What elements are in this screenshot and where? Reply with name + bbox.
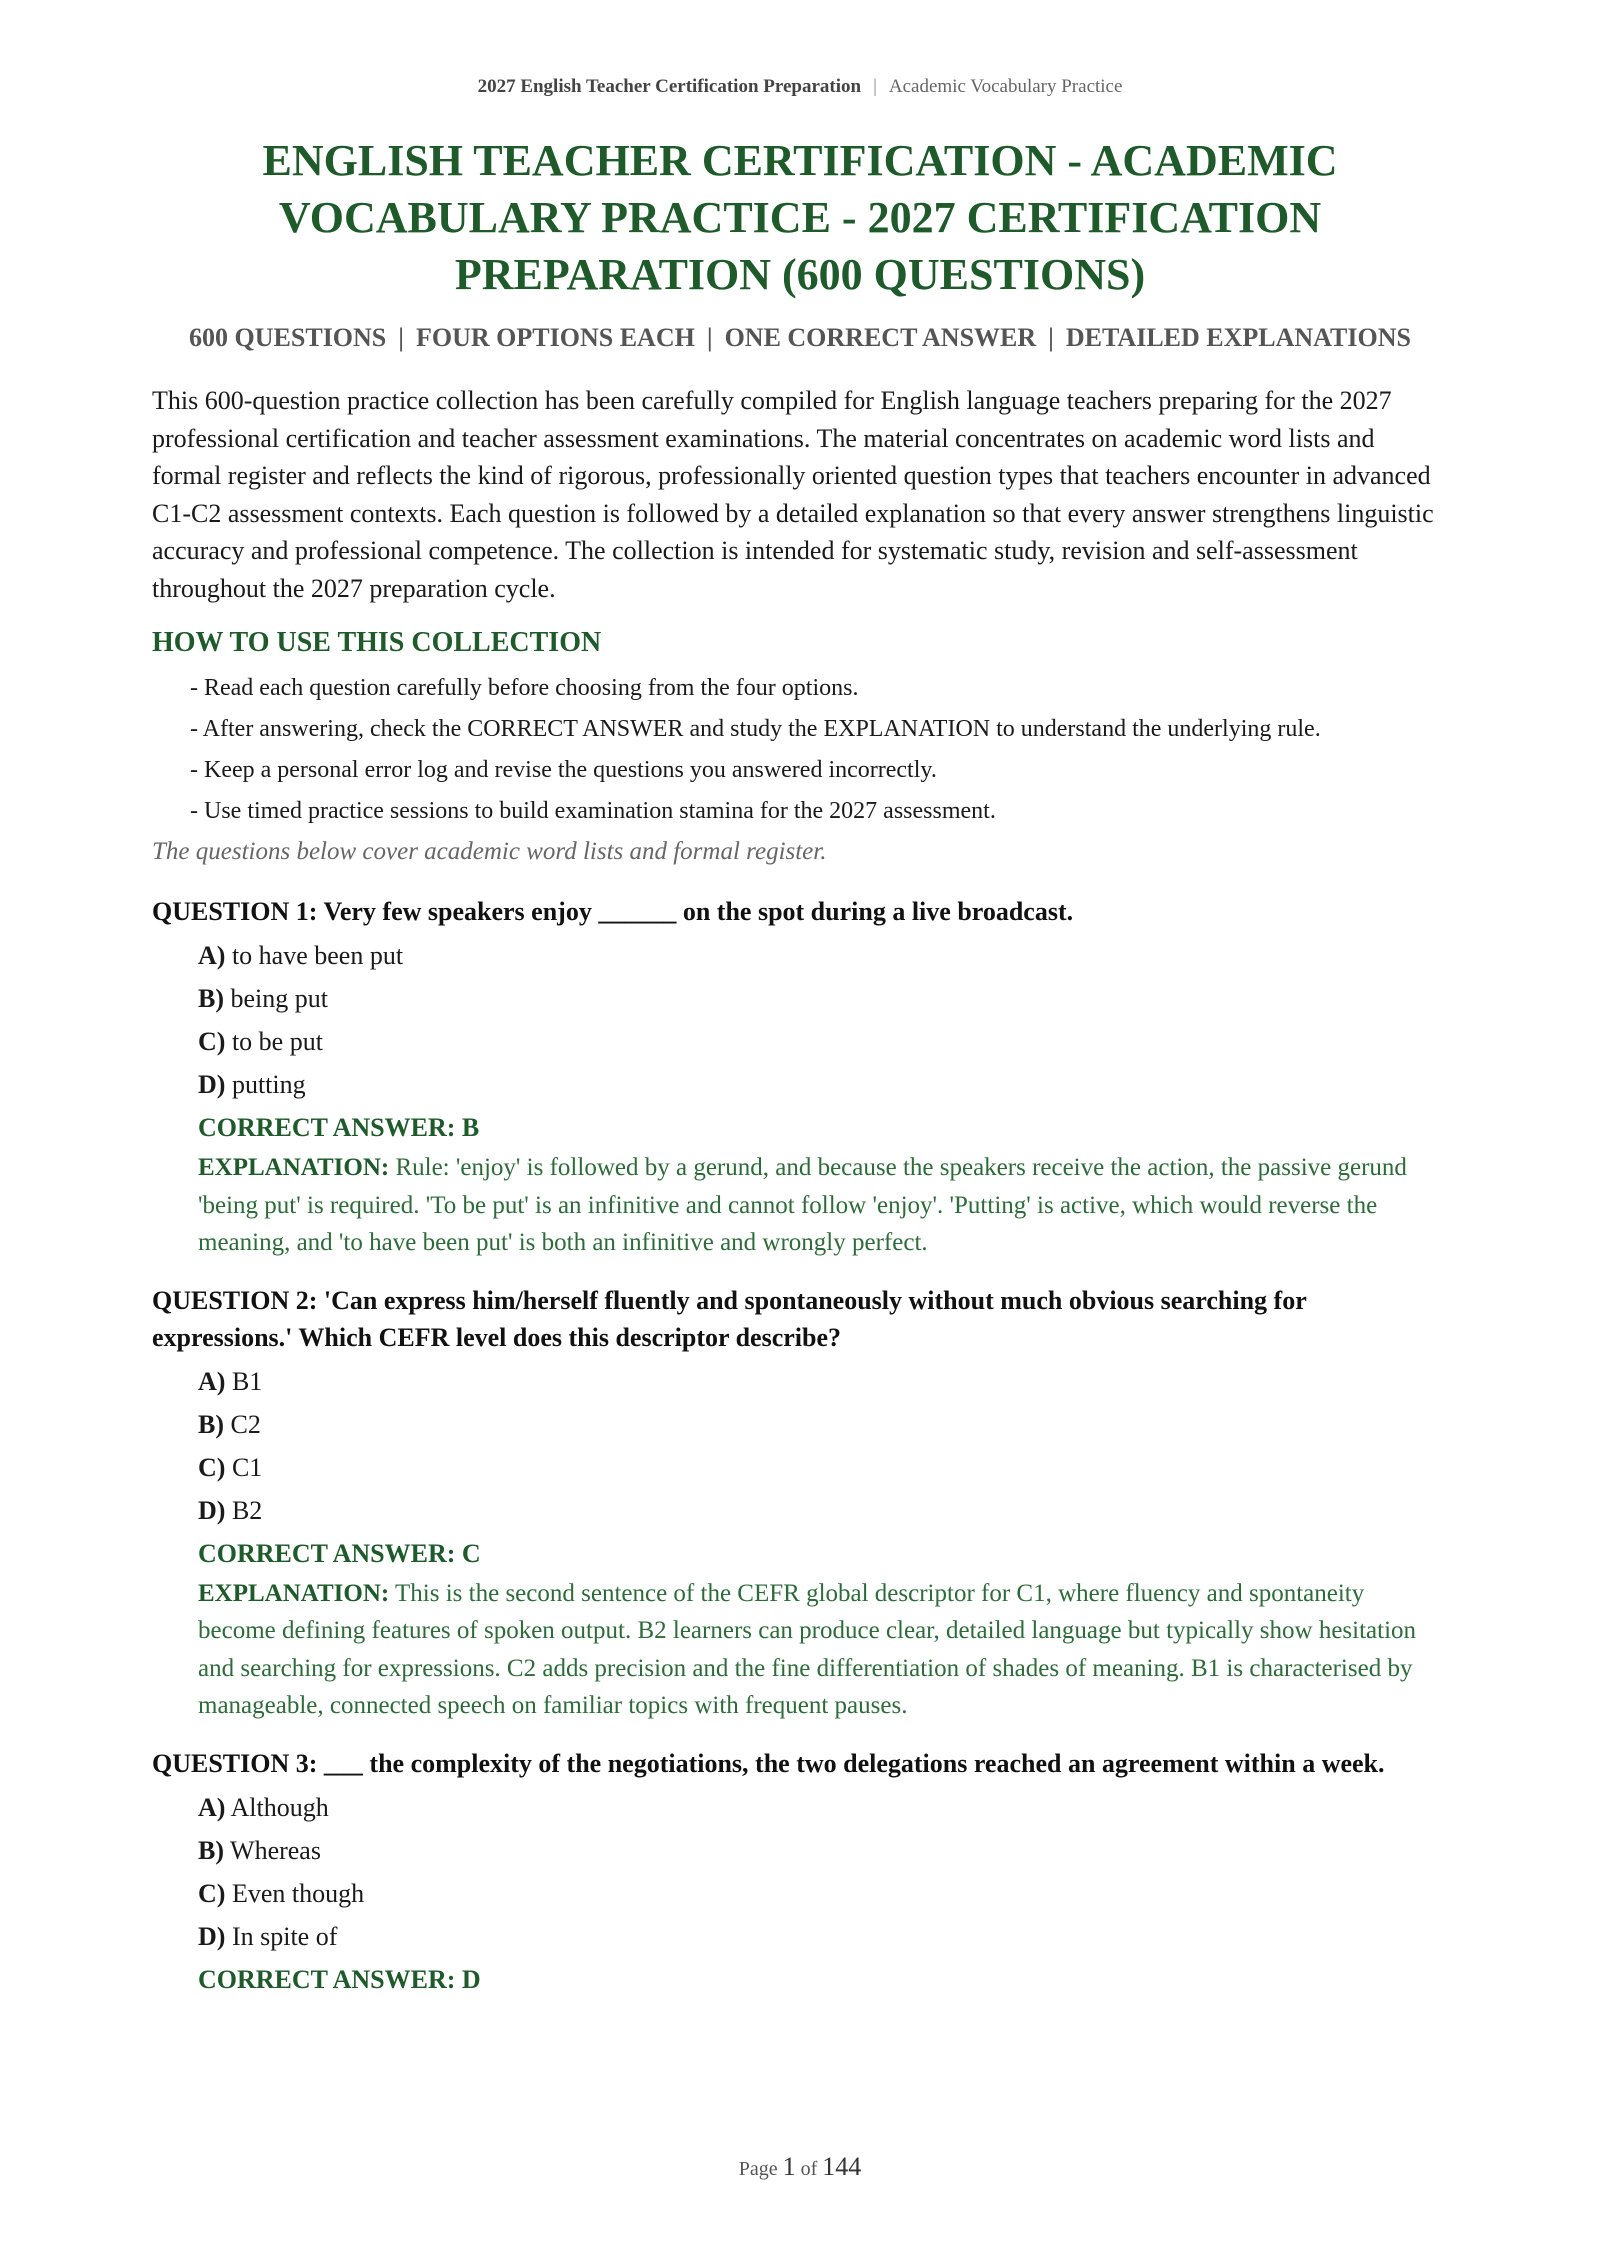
- subtitle-item: ONE CORRECT ANSWER: [724, 323, 1037, 352]
- title-line-2: VOCABULARY PRACTICE - 2027 CERTIFICATION: [278, 193, 1322, 242]
- how-to-item: - After answering, check the CORRECT ANSWER and study the EXPLANATION to understand the underlying rule.: [190, 716, 1321, 742]
- explanation-label: EXPLANATION:: [198, 1579, 390, 1607]
- option-letter: B): [198, 984, 224, 1013]
- option-letter: D): [198, 1921, 226, 1951]
- option-a: [198, 934, 1448, 977]
- footer-current-page: 1: [782, 2152, 796, 2181]
- explanation-label: EXPLANATION:: [198, 1154, 390, 1181]
- option-b: [198, 1829, 1448, 1872]
- how-to-item: - Read each question carefully before choosing from the four options.: [190, 675, 859, 701]
- option-c: [198, 1872, 1448, 1915]
- option-text: B2: [231, 1495, 263, 1525]
- title-line-1: ENGLISH TEACHER CERTIFICATION - ACADEMIC: [262, 136, 1338, 185]
- subtitle-separator: |: [398, 323, 405, 352]
- subtitle-item: 600 QUESTIONS: [189, 323, 387, 352]
- option-letter: C): [198, 1027, 226, 1056]
- option-d: [198, 1915, 1448, 1958]
- option-c: [198, 1020, 1448, 1063]
- option-d: [198, 1063, 1448, 1106]
- running-header: [0, 76, 1600, 98]
- collection-note: The questions below cover academic word lists and formal register.: [152, 838, 827, 865]
- option-text: Although: [230, 1792, 329, 1822]
- option-letter: D): [198, 1495, 226, 1525]
- how-to-item: - Keep a personal error log and revise the questions you answered incorrectly.: [190, 757, 937, 783]
- explanation: [152, 1575, 1448, 1725]
- option-a: [198, 1786, 1448, 1829]
- option-b: [198, 977, 1448, 1020]
- option-list: [152, 1360, 1448, 1532]
- option-text: being put: [230, 984, 328, 1013]
- option-text: In spite of: [231, 1921, 338, 1951]
- option-text: C2: [230, 1409, 261, 1439]
- option-c: [198, 1446, 1448, 1489]
- document-subtitle: [100, 321, 1500, 355]
- question-title: QUESTION 1: Very few speakers enjoy ______ on the spot during a live broadcast.: [152, 897, 1074, 926]
- option-letter: A): [198, 1366, 226, 1396]
- option-b: [198, 1403, 1448, 1446]
- page-content: [152, 382, 1448, 2021]
- question-block: [152, 893, 1448, 1262]
- how-to-heading: HOW TO USE THIS COLLECTION: [152, 627, 602, 658]
- footer-of-word: of: [800, 2158, 818, 2180]
- question-block: [152, 1282, 1448, 1725]
- how-to-list: [152, 671, 1448, 828]
- option-letter: A): [198, 1792, 226, 1822]
- subtitle-item: FOUR OPTIONS EACH: [416, 323, 695, 352]
- correct-answer: CORRECT ANSWER: B: [198, 1113, 480, 1142]
- option-letter: B): [198, 1835, 224, 1865]
- option-letter: B): [198, 1409, 224, 1439]
- intro-paragraph: This 600-question practice collection has been carefully compiled for English language teachers preparing for the 2027 professional certification and teacher assessment examinations. The material concentrates on academic word lists and formal register and reflects the kind of rigorous, professionally oriented question types that teachers encounter in advanced C1-C2 assessment contexts. Each question is followed by a detailed explanation so that every answer strengthens linguistic accuracy and professional competence. The collection is intended for systematic study, revision and self-assessment throughout the 2027 preparation cycle.: [152, 386, 1434, 603]
- page-footer: [0, 2152, 1600, 2182]
- question-block: [152, 1745, 1448, 2001]
- correct-answer: CORRECT ANSWER: C: [198, 1538, 481, 1568]
- question-title: QUESTION 2: 'Can express him/herself fluently and spontaneously without much obvious searching for expressions.' Which CEFR level does this descriptor describe?: [152, 1285, 1307, 1352]
- option-text: putting: [231, 1070, 306, 1099]
- option-letter: C): [198, 1452, 226, 1482]
- how-to-item: - Use timed practice sessions to build examination stamina for the 2027 assessment.: [190, 798, 996, 824]
- option-text: B1: [231, 1366, 263, 1396]
- explanation-text: Rule: 'enjoy' is followed by a gerund, and because the speakers receive the action, the passive gerund 'being put' is required. 'To be put' is an infinitive and cannot follow 'enjoy'. 'Putting' is active, which would reverse the meaning, and 'to have been put' is both an infinitive and wrongly perfect.: [198, 1154, 1407, 1256]
- question-title: QUESTION 3: ___ the complexity of the negotiations, the two delegations reached an agreement within a week.: [152, 1748, 1385, 1778]
- running-header-separator: |: [873, 76, 877, 97]
- option-letter: D): [198, 1070, 226, 1099]
- footer-total-pages: 144: [822, 2152, 862, 2181]
- option-d: [198, 1489, 1448, 1532]
- running-header-right: Academic Vocabulary Practice: [888, 76, 1123, 97]
- option-text: C1: [231, 1452, 263, 1482]
- option-list: [152, 934, 1448, 1106]
- document-title: [200, 132, 1400, 303]
- subtitle-separator: |: [706, 323, 713, 352]
- option-text: to be put: [231, 1027, 323, 1056]
- explanation-text: This is the second sentence of the CEFR global descriptor for C1, where fluency and spontaneity become defining features of spoken output. B2 learners can produce clear, detailed language but typically show hesitation and searching for expressions. C2 adds precision and the fine differentiation of shades of meaning. B1 is characterised by manageable, connected speech on familiar topics with frequent pauses.: [198, 1579, 1417, 1719]
- option-list: [152, 1786, 1448, 1958]
- footer-page-word: Page: [738, 2158, 778, 2180]
- option-text: to have been put: [231, 941, 404, 970]
- option-a: [198, 1360, 1448, 1403]
- title-line-3: PREPARATION (600 QUESTIONS): [454, 250, 1146, 299]
- option-text: Whereas: [230, 1835, 321, 1865]
- option-text: Even though: [231, 1878, 365, 1908]
- running-header-left: 2027 English Teacher Certification Preparation: [477, 76, 862, 97]
- subtitle-item: DETAILED EXPLANATIONS: [1065, 323, 1411, 352]
- option-letter: A): [198, 941, 226, 970]
- subtitle-separator: |: [1048, 323, 1054, 352]
- correct-answer: CORRECT ANSWER: D: [198, 1964, 481, 1994]
- option-letter: C): [198, 1878, 226, 1908]
- explanation: [152, 1149, 1448, 1262]
